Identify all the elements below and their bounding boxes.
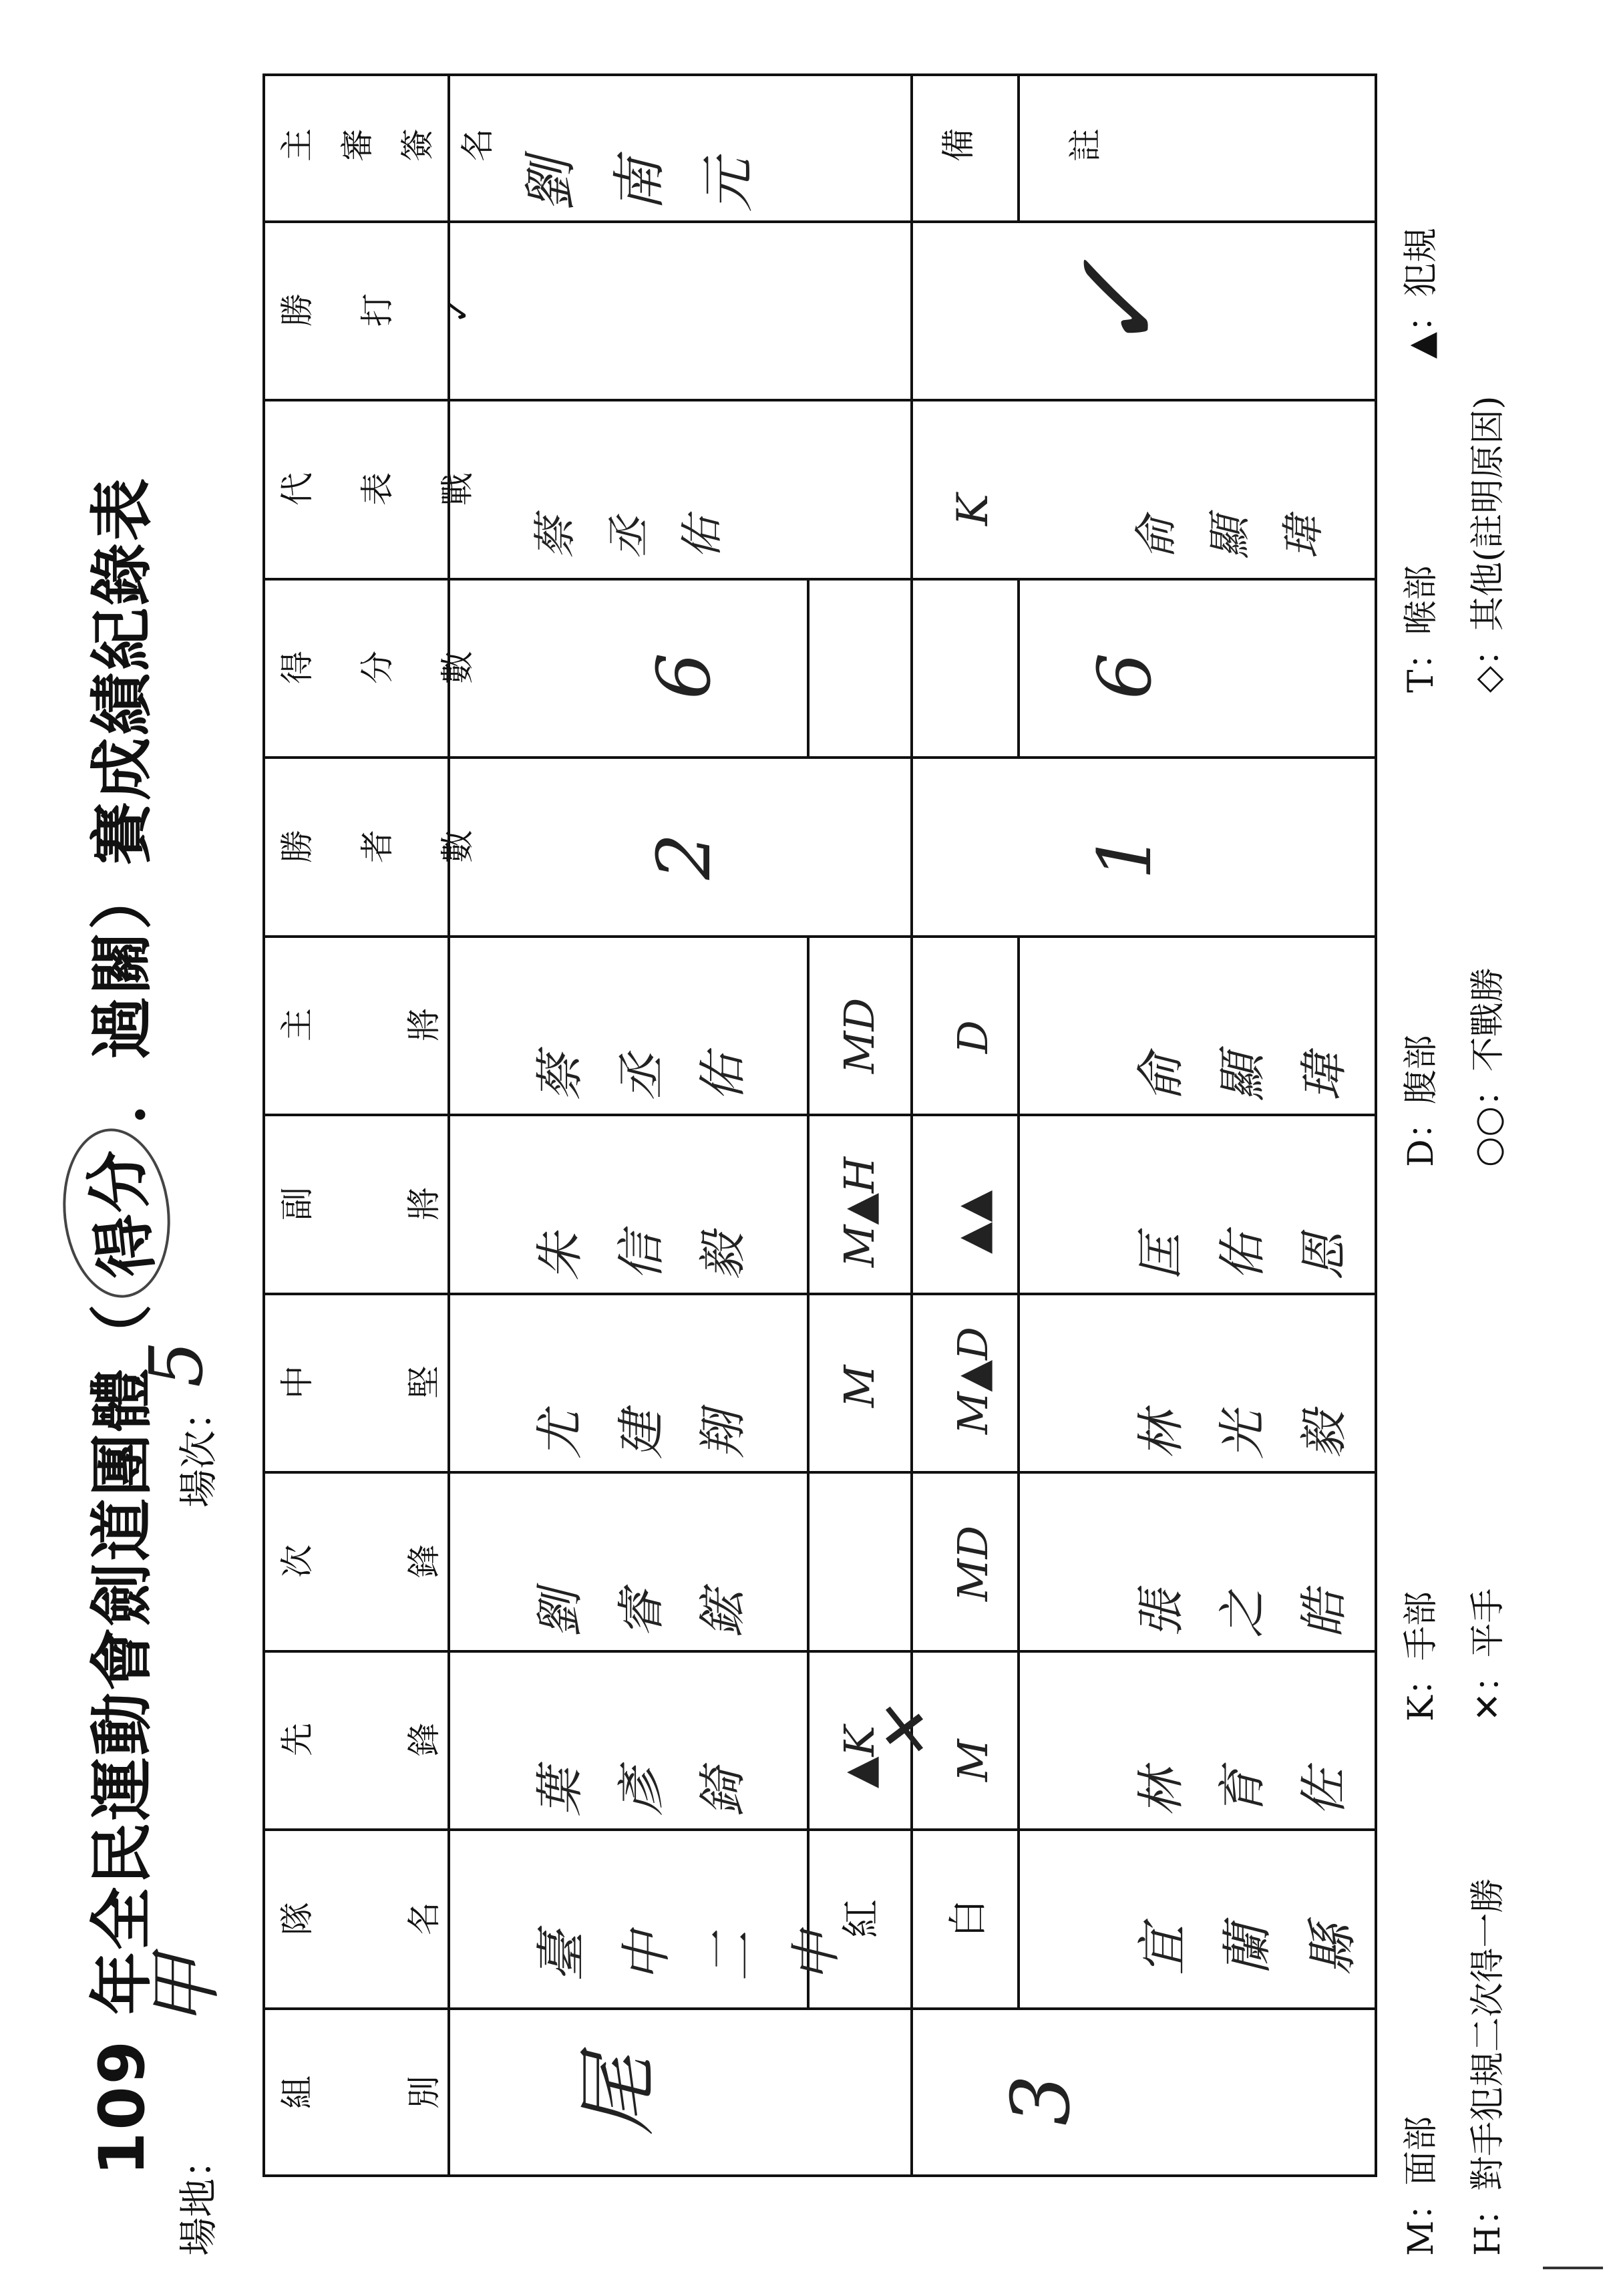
legend-x: ✕：平手 bbox=[1468, 1588, 1508, 1721]
team2-rep: 俞 顯 瑋 bbox=[1132, 516, 1328, 559]
legend-m: M：面部 bbox=[1401, 2116, 1441, 2256]
team2-color: 白 bbox=[945, 1899, 991, 1939]
team1-captain: 蔡 丞 佑 bbox=[532, 1053, 751, 1102]
title-prefix: 109 年全民運動會劍道團體（ bbox=[86, 1302, 159, 2176]
header-points: 得 分 數 bbox=[278, 651, 477, 684]
title-option-pass: 過關 bbox=[86, 930, 159, 1060]
team2-first: 林 育 佐 bbox=[1133, 1768, 1352, 1816]
team2-marks-captain: D bbox=[948, 1020, 997, 1053]
team1-marks-vice: M▲H bbox=[835, 1156, 884, 1267]
header-referee: 主 審 簽 名 bbox=[278, 128, 497, 162]
team1-rep: 蔡 丞 佑 bbox=[531, 516, 727, 559]
team1-marks-first: ▲K bbox=[835, 1726, 884, 1788]
group-mark-1: 尾 bbox=[572, 2056, 665, 2136]
header-group: 組 別 bbox=[278, 2076, 443, 2109]
legend-t: T：喉部 bbox=[1401, 565, 1441, 693]
team1-wins: 2 bbox=[641, 833, 727, 880]
team1-color: 紅 bbox=[838, 1899, 884, 1939]
round-value: 5 bbox=[134, 1341, 219, 1387]
title-option-score: 得分 bbox=[79, 1144, 166, 1281]
legend-diamond: ◇：其他(註明原因) bbox=[1468, 395, 1508, 693]
team2-captain: 俞 顯 瑋 bbox=[1133, 1053, 1352, 1102]
team1-middle: 尤 建 翔 bbox=[532, 1410, 751, 1459]
team2-name: 宜 蘭 縣 bbox=[1133, 1925, 1362, 1975]
team2-winner: ✓ bbox=[1049, 258, 1188, 359]
legend-triangle: ▲：犯規 bbox=[1401, 228, 1441, 359]
team2-second: 張 之 皓 bbox=[1133, 1589, 1352, 1638]
team1-second: 劉 睿 鋐 bbox=[532, 1589, 751, 1638]
team2-rep-mark: K bbox=[948, 494, 998, 526]
legend-d: D：腹部 bbox=[1401, 1035, 1441, 1167]
team2-marks-first: M bbox=[948, 1739, 997, 1782]
header-remarks: 備 註 bbox=[939, 128, 1105, 162]
venue-label: 場地： bbox=[176, 2139, 221, 2256]
title-suffix: ）賽成績紀錄表 bbox=[86, 476, 159, 930]
header-middle: 中 堅 bbox=[278, 1365, 443, 1399]
header-first: 先 鋒 bbox=[278, 1723, 443, 1756]
group-mark-2: 3 bbox=[995, 2074, 1088, 2126]
header-winner: 勝 打 ✓ bbox=[278, 293, 477, 327]
legend-oo: ○○：不戰勝 bbox=[1468, 967, 1508, 1167]
round-label: 場次： bbox=[176, 1391, 221, 1508]
team2-vice: 匡 佑 恩 bbox=[1133, 1232, 1352, 1281]
team1-first: 葉 彥 錡 bbox=[532, 1768, 751, 1816]
header-vice: 副 將 bbox=[278, 1187, 443, 1220]
team2-wins: 1 bbox=[1082, 833, 1168, 880]
header-wins: 勝 者 數 bbox=[278, 830, 477, 863]
team2-middle: 林 光 毅 bbox=[1133, 1410, 1352, 1459]
team1-name: 臺 中 二 中 bbox=[532, 1931, 846, 1982]
first-bout-cross: ✕ bbox=[868, 1707, 943, 1762]
legend-k: K：手部 bbox=[1401, 1591, 1441, 1721]
referee-signature: 劉 南 元 bbox=[520, 158, 759, 212]
team2-marks-second: MD bbox=[948, 1525, 997, 1601]
title-separator: ． bbox=[86, 1059, 159, 1125]
venue-value: 甲 bbox=[143, 1955, 228, 2029]
team1-points: 6 bbox=[641, 653, 727, 699]
team1-vice: 朱 信 毅 bbox=[532, 1232, 751, 1281]
header-team: 隊 名 bbox=[278, 1902, 443, 1935]
team2-marks-middle: M▲D bbox=[948, 1327, 997, 1434]
legend-h: H：對手犯規二次得一勝 bbox=[1468, 1878, 1508, 2256]
header-second: 次 鋒 bbox=[278, 1544, 443, 1578]
team1-marks-middle: M bbox=[835, 1365, 884, 1408]
header-captain: 主 將 bbox=[278, 1008, 443, 1041]
team2-points: 6 bbox=[1082, 653, 1168, 699]
team2-marks-vice: ▲▲ bbox=[948, 1190, 997, 1254]
team1-marks-captain: MD bbox=[835, 997, 884, 1074]
header-rep: 代 表 戰 bbox=[278, 472, 477, 506]
